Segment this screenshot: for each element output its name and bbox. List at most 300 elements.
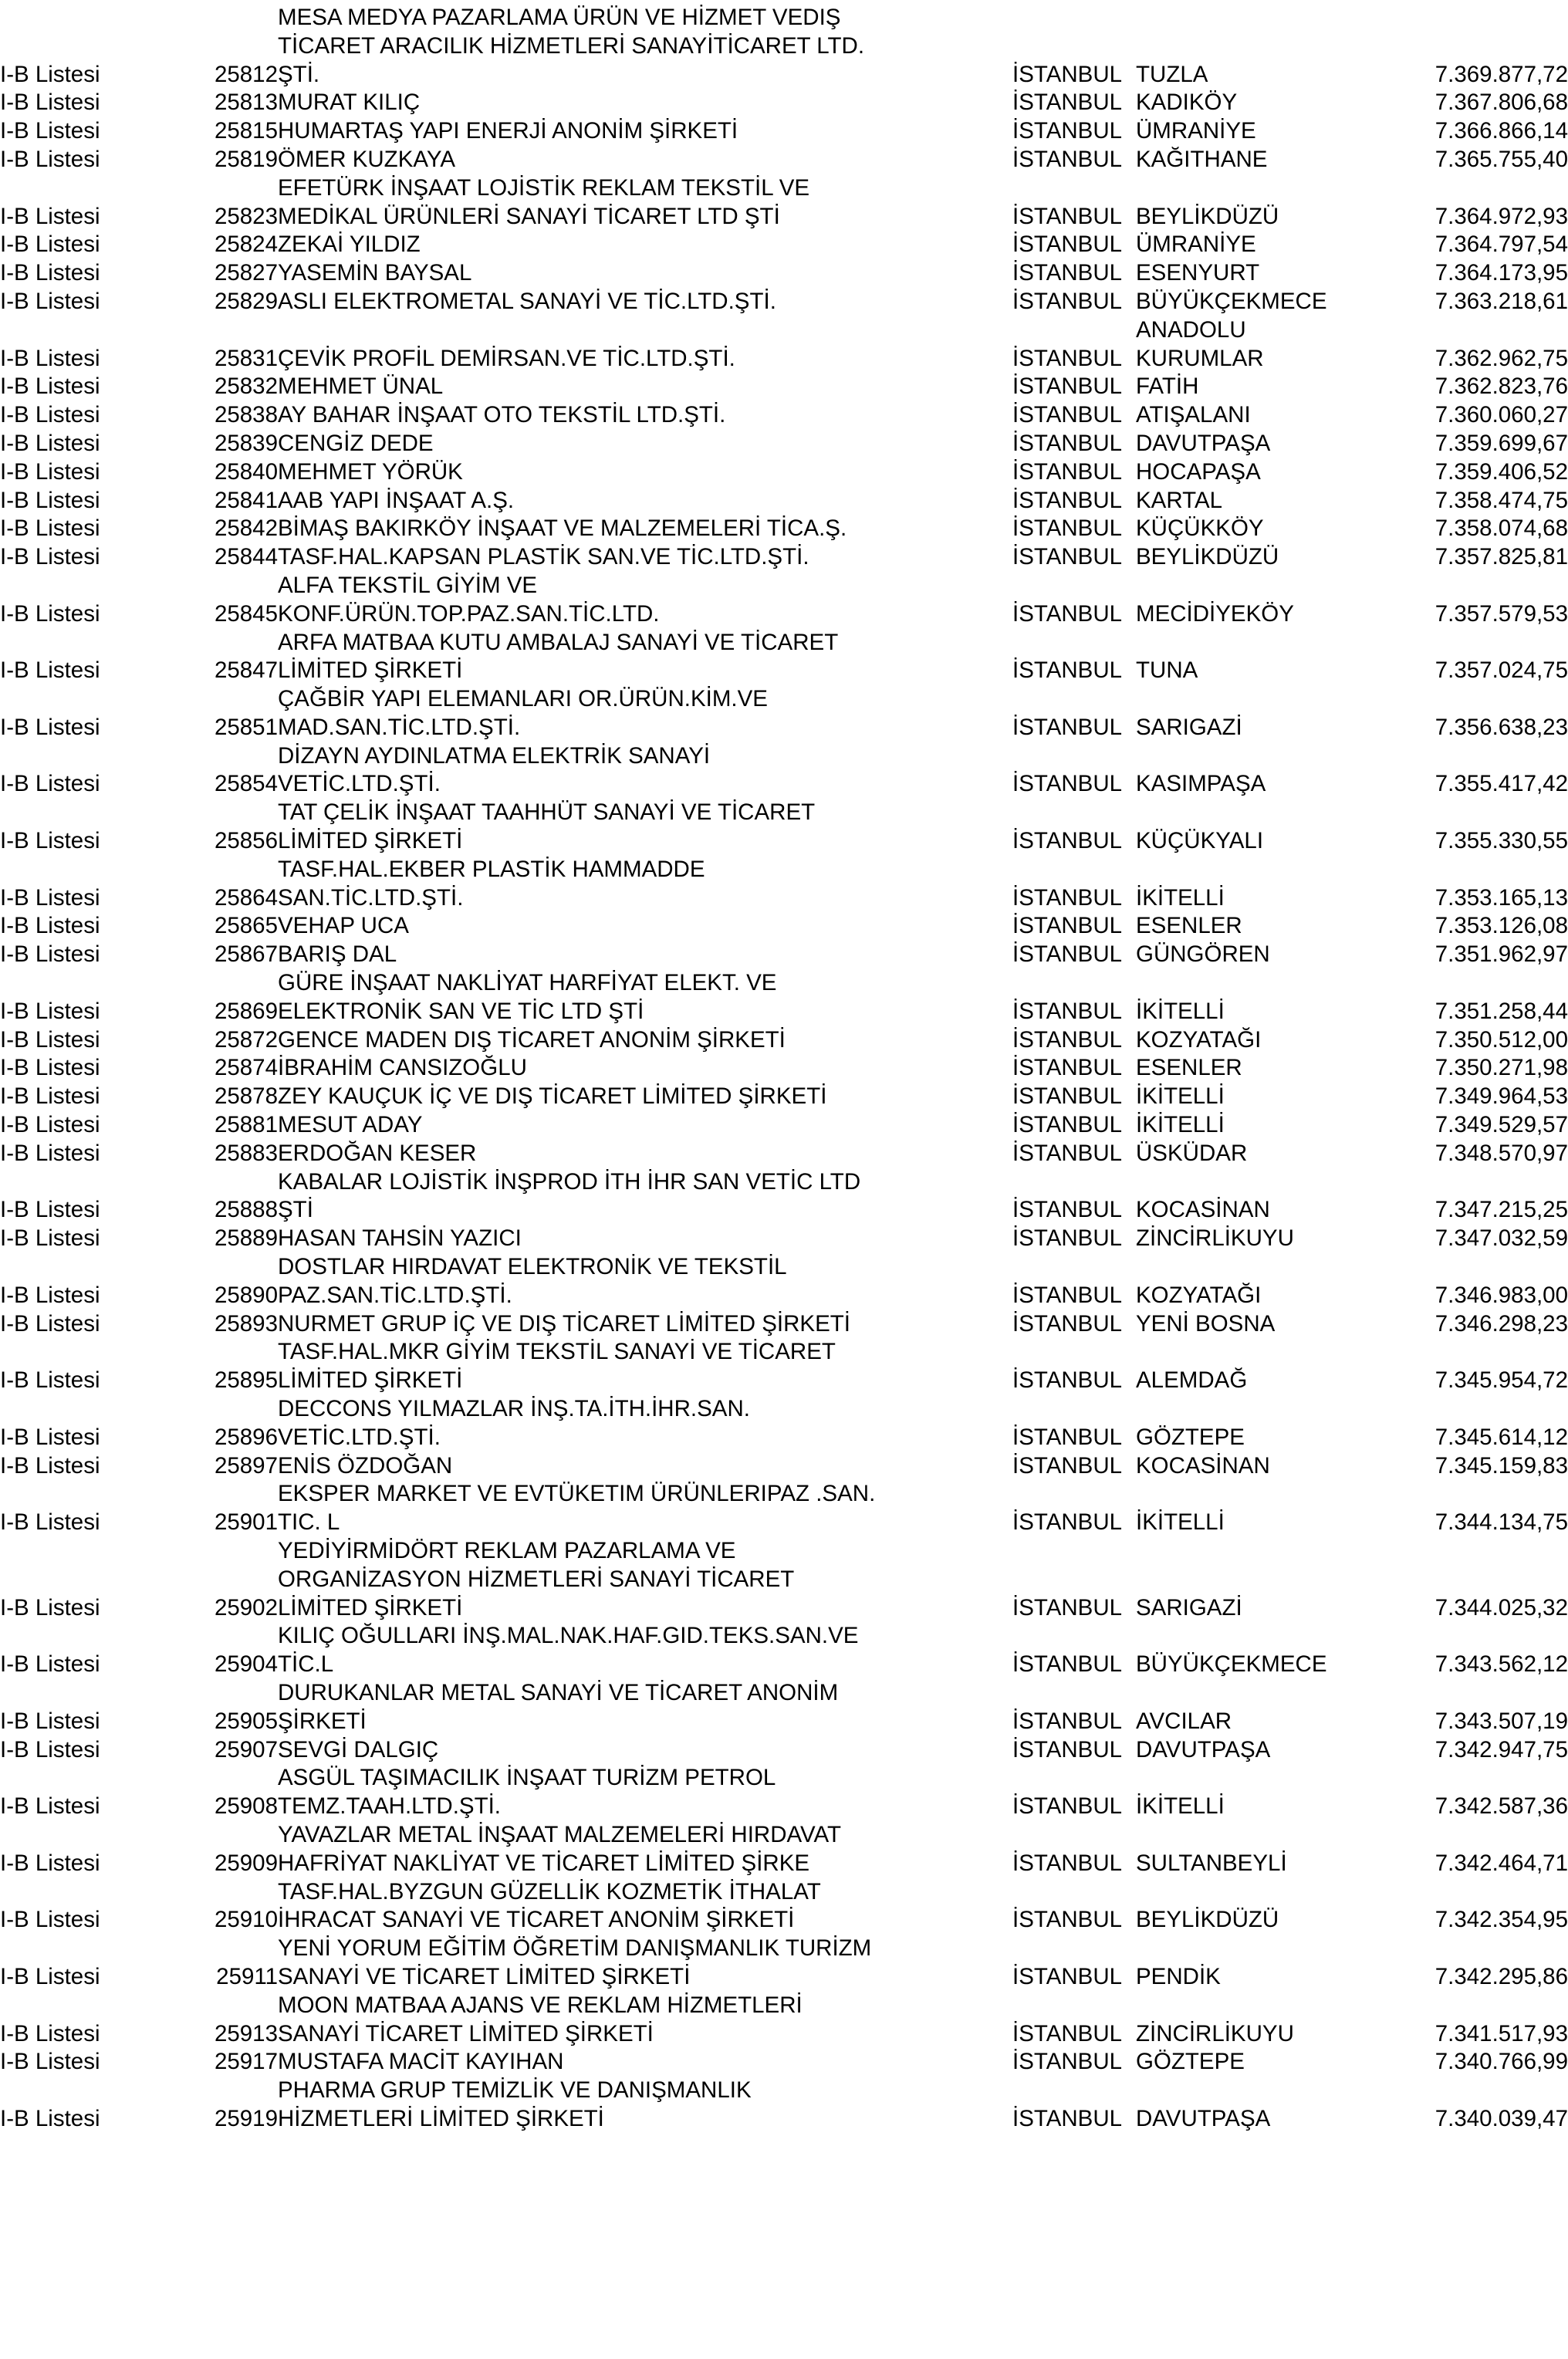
taxpayer-name-cell: AAB YAPI İNŞAAT A.Ş. bbox=[278, 487, 515, 513]
amount-cell bbox=[1391, 1991, 1568, 2019]
district-cell bbox=[1136, 1621, 1391, 1650]
amount-cell: 7.350.512,00 bbox=[1435, 1026, 1568, 1053]
city-cell: İSTANBUL bbox=[1012, 402, 1123, 428]
taxpayer-name-cell: SEVGİ DALGIÇ bbox=[278, 1736, 439, 1762]
list-label-cell: I-B Listesi bbox=[0, 1225, 100, 1252]
district-cell: DAVUTPAŞA bbox=[1136, 1736, 1271, 1762]
taxpayer-name-cell: ERDOĞAN KESER bbox=[278, 1140, 477, 1166]
city-cell: İSTANBUL bbox=[1012, 657, 1123, 684]
list-label-cell: I-B Listesi bbox=[0, 1907, 100, 1933]
district-cell bbox=[1136, 174, 1391, 202]
taxpayer-name-cell: KILIÇ OĞULLARI İNŞ.MAL.NAK.HAF.GID.TEKS.SAN.VE bbox=[278, 1623, 859, 1649]
amount-cell bbox=[1391, 968, 1568, 997]
sequence-cell: 25913 bbox=[214, 2020, 278, 2046]
amount-cell: 7.363.218,61 bbox=[1435, 288, 1568, 314]
city-cell: İSTANBUL bbox=[1012, 2020, 1123, 2046]
list-label-cell bbox=[0, 855, 176, 884]
district-cell: İKİTELLİ bbox=[1136, 1793, 1225, 1820]
city-cell: İSTANBUL bbox=[1012, 1651, 1123, 1678]
sequence-cell bbox=[176, 1394, 278, 1423]
list-label-cell: I-B Listesi bbox=[0, 1310, 100, 1337]
district-cell: SARIGAZİ bbox=[1136, 714, 1242, 740]
table-row-continuation bbox=[0, 1394, 1568, 1423]
taxpayer-name-cell: ORGANİZASYON HİZMETLERİ SANAYİ TİCARET bbox=[278, 1566, 795, 1592]
list-label-cell bbox=[0, 1763, 176, 1792]
amount-cell: 7.362.823,76 bbox=[1435, 373, 1568, 400]
city-cell bbox=[1012, 684, 1136, 713]
city-cell: İSTANBUL bbox=[1012, 1736, 1123, 1762]
taxpayer-name-cell: HASAN TAHSİN YAZICI bbox=[278, 1225, 522, 1252]
sequence-cell: 25901 bbox=[214, 1509, 278, 1536]
district-cell bbox=[1136, 1479, 1391, 1508]
sequence-cell bbox=[176, 2076, 278, 2104]
tax-debtors-table bbox=[0, 3, 1568, 2133]
list-label-cell bbox=[0, 1621, 176, 1650]
city-cell: İSTANBUL bbox=[1012, 1140, 1123, 1166]
taxpayer-name-cell: YENİ YORUM EĞİTİM ÖĞRETİM DANIŞMANLIK TURİZM bbox=[278, 1935, 872, 1962]
taxpayer-name-cell: ÖMER KUZKAYA bbox=[278, 146, 456, 172]
list-label-cell bbox=[0, 1934, 176, 1962]
district-cell: ANADOLU bbox=[1136, 316, 1246, 343]
district-cell: İKİTELLİ bbox=[1136, 884, 1225, 911]
taxpayer-name-cell: LİMİTED ŞİRKETİ bbox=[278, 1367, 463, 1394]
list-label-cell bbox=[0, 1394, 176, 1423]
sequence-cell bbox=[176, 1877, 278, 1906]
table-row bbox=[0, 458, 1568, 486]
amount-cell: 7.356.638,23 bbox=[1435, 714, 1568, 740]
table-row bbox=[0, 1707, 1568, 1735]
amount-cell: 7.353.126,08 bbox=[1435, 913, 1568, 939]
amount-cell: 7.366.866,14 bbox=[1435, 118, 1568, 144]
list-label-cell bbox=[0, 1991, 176, 2019]
list-label-cell: I-B Listesi bbox=[0, 828, 100, 854]
city-cell: İSTANBUL bbox=[1012, 1793, 1123, 1820]
city-cell: İSTANBUL bbox=[1012, 1310, 1123, 1337]
district-cell: KADIKÖY bbox=[1136, 90, 1238, 116]
city-cell bbox=[1012, 1621, 1136, 1650]
amount-cell bbox=[1391, 1252, 1568, 1281]
district-cell: İKİTELLİ bbox=[1136, 1083, 1225, 1110]
table-row-continuation bbox=[0, 855, 1568, 884]
table-row-continuation bbox=[0, 1820, 1568, 1849]
taxpayer-name-cell: ÇEVİK PROFİL DEMİRSAN.VE TİC.LTD.ŞTİ. bbox=[278, 345, 735, 371]
city-cell: İSTANBUL bbox=[1012, 1424, 1123, 1450]
city-cell bbox=[1012, 1536, 1136, 1565]
table-row-continuation bbox=[0, 1168, 1568, 1196]
taxpayer-name-cell: TİC.L bbox=[278, 1651, 334, 1678]
taxpayer-name-cell: ŞİRKETİ bbox=[278, 1708, 367, 1734]
sequence-cell: 25812 bbox=[214, 61, 278, 87]
taxpayer-name-cell: DOSTLAR HIRDAVAT ELEKTRONİK VE TEKSTİL bbox=[278, 1254, 787, 1280]
list-label-cell bbox=[0, 571, 176, 600]
amount-cell: 7.345.954,72 bbox=[1435, 1367, 1568, 1394]
list-label-cell bbox=[0, 1877, 176, 1906]
amount-cell: 7.362.962,75 bbox=[1435, 345, 1568, 371]
list-label-cell: I-B Listesi bbox=[0, 1424, 100, 1450]
city-cell: İSTANBUL bbox=[1012, 203, 1123, 229]
sequence-cell bbox=[176, 684, 278, 713]
district-cell: KASIMPAŞA bbox=[1136, 771, 1266, 797]
district-cell bbox=[1136, 1877, 1391, 1906]
sequence-cell: 25813 bbox=[214, 90, 278, 116]
taxpayer-name-cell: ZEY KAUÇUK İÇ VE DIŞ TİCARET LİMİTED ŞİRKETİ bbox=[278, 1083, 827, 1110]
city-cell bbox=[1012, 1168, 1136, 1196]
city-cell: İSTANBUL bbox=[1012, 771, 1123, 797]
sequence-cell: 25829 bbox=[214, 288, 278, 314]
table-row bbox=[0, 1110, 1568, 1139]
amount-cell: 7.348.570,97 bbox=[1435, 1140, 1568, 1166]
list-label-cell bbox=[0, 968, 176, 997]
sequence-cell: 25854 bbox=[214, 771, 278, 797]
table-row bbox=[0, 1139, 1568, 1168]
district-cell: DAVUTPAŞA bbox=[1136, 430, 1271, 456]
amount-cell: 7.357.024,75 bbox=[1435, 657, 1568, 684]
taxpayer-name-cell: LİMİTED ŞİRKETİ bbox=[278, 657, 463, 684]
table-row bbox=[0, 1053, 1568, 1082]
district-cell: MECİDİYEKÖY bbox=[1136, 600, 1294, 627]
list-label-cell: I-B Listesi bbox=[0, 941, 100, 968]
taxpayer-name-cell: VETİC.LTD.ŞTİ. bbox=[278, 1424, 441, 1450]
district-cell bbox=[1136, 1991, 1391, 2019]
taxpayer-name-cell: ASLI ELEKTROMETAL SANAYİ VE TİC.LTD.ŞTİ. bbox=[278, 288, 776, 314]
list-label-cell bbox=[0, 1479, 176, 1508]
district-cell bbox=[1136, 968, 1391, 997]
city-cell: İSTANBUL bbox=[1012, 1963, 1123, 1989]
amount-cell bbox=[1391, 1479, 1568, 1508]
district-cell: KÜÇÜKKÖY bbox=[1136, 515, 1264, 542]
district-cell: ALEMDAĞ bbox=[1136, 1367, 1248, 1394]
amount-cell bbox=[1391, 1337, 1568, 1366]
sequence-cell bbox=[176, 855, 278, 884]
table-row bbox=[0, 1849, 1568, 1877]
amount-cell: 7.369.877,72 bbox=[1435, 61, 1568, 87]
list-label-cell bbox=[0, 798, 176, 826]
amount-cell: 7.343.562,12 bbox=[1435, 1651, 1568, 1678]
city-cell bbox=[1012, 855, 1136, 884]
list-label-cell: I-B Listesi bbox=[0, 345, 100, 371]
sequence-cell: 25842 bbox=[214, 515, 278, 542]
taxpayer-name-cell: BARIŞ DAL bbox=[278, 941, 397, 968]
sequence-cell: 25908 bbox=[214, 1793, 278, 1820]
sequence-cell: 25824 bbox=[214, 232, 278, 258]
amount-cell: 7.341.517,93 bbox=[1435, 2020, 1568, 2046]
district-cell: SULTANBEYLİ bbox=[1136, 1850, 1287, 1876]
city-cell: İSTANBUL bbox=[1012, 1026, 1123, 1053]
list-label-cell: I-B Listesi bbox=[0, 288, 100, 314]
table-row-continuation bbox=[0, 1991, 1568, 2019]
sequence-cell bbox=[176, 1536, 278, 1565]
list-label-cell bbox=[0, 174, 176, 202]
taxpayer-name-cell: ALFA TEKSTİL GİYİM VE bbox=[278, 572, 538, 598]
sequence-cell: 25851 bbox=[214, 714, 278, 740]
district-cell: KARTAL bbox=[1136, 487, 1223, 513]
table-row bbox=[0, 542, 1568, 571]
sequence-cell: 25917 bbox=[214, 2049, 278, 2075]
taxpayer-name-cell: DECCONS YILMAZLAR İNŞ.TA.İTH.İHR.SAN. bbox=[278, 1396, 750, 1422]
district-cell: GÖZTEPE bbox=[1136, 1424, 1245, 1450]
city-cell bbox=[1012, 1991, 1136, 2019]
table-row bbox=[0, 1281, 1568, 1310]
district-cell bbox=[1136, 32, 1391, 60]
sequence-cell: 25864 bbox=[214, 884, 278, 911]
taxpayer-name-cell: ENİS ÖZDOĞAN bbox=[278, 1452, 453, 1479]
city-cell: İSTANBUL bbox=[1012, 1197, 1123, 1223]
sequence-cell: 25856 bbox=[214, 828, 278, 854]
list-label-cell: I-B Listesi bbox=[0, 1452, 100, 1479]
table-body bbox=[0, 3, 1568, 2133]
city-cell bbox=[1012, 3, 1136, 32]
amount-cell bbox=[1391, 1536, 1568, 1565]
table-row bbox=[0, 912, 1568, 941]
table-row bbox=[0, 88, 1568, 117]
city-cell: İSTANBUL bbox=[1012, 146, 1123, 172]
district-cell: ÜMRANİYE bbox=[1136, 232, 1256, 258]
city-cell bbox=[1012, 316, 1136, 344]
list-label-cell: I-B Listesi bbox=[0, 1367, 100, 1394]
city-cell bbox=[1012, 32, 1136, 60]
amount-cell: 7.344.025,32 bbox=[1435, 1594, 1568, 1621]
city-cell bbox=[1012, 1337, 1136, 1366]
taxpayer-name-cell: MEDİKAL ÜRÜNLERİ SANAYİ TİCARET LTD ŞTİ bbox=[278, 203, 780, 229]
table-row bbox=[0, 60, 1568, 89]
table-row bbox=[0, 826, 1568, 855]
taxpayer-name-cell: EFETÜRK İNŞAAT LOJİSTİK REKLAM TEKSTİL VE bbox=[278, 174, 810, 201]
city-cell: İSTANBUL bbox=[1012, 1509, 1123, 1536]
sequence-cell bbox=[176, 1252, 278, 1281]
city-cell: İSTANBUL bbox=[1012, 61, 1123, 87]
amount-cell: 7.351.258,44 bbox=[1435, 998, 1568, 1024]
list-label-cell: I-B Listesi bbox=[0, 1509, 100, 1536]
taxpayer-name-cell: BİMAŞ BAKIRKÖY İNŞAAT VE MALZEMELERİ TİCA.Ş. bbox=[278, 515, 847, 542]
list-label-cell: I-B Listesi bbox=[0, 1651, 100, 1678]
sequence-cell: 25893 bbox=[214, 1310, 278, 1337]
sequence-cell bbox=[176, 316, 278, 344]
taxpayer-name-cell: MESA MEDYA PAZARLAMA ÜRÜN VE HİZMET VEDIŞ bbox=[278, 4, 841, 30]
sequence-cell bbox=[176, 1479, 278, 1508]
table-row bbox=[0, 656, 1568, 684]
taxpayer-name-cell: SANAYİ VE TİCARET LİMİTED ŞİRKETİ bbox=[278, 1963, 691, 1989]
table-row-continuation bbox=[0, 1479, 1568, 1508]
amount-cell bbox=[1391, 2076, 1568, 2104]
list-label-cell: I-B Listesi bbox=[0, 1594, 100, 1621]
district-cell: KAĞITHANE bbox=[1136, 146, 1268, 172]
sequence-cell: 25832 bbox=[214, 373, 278, 400]
list-label-cell bbox=[0, 1168, 176, 1196]
sequence-cell: 25839 bbox=[214, 430, 278, 456]
taxpayer-name-cell: AY BAHAR İNŞAAT OTO TEKSTİL LTD.ŞTİ. bbox=[278, 402, 726, 428]
district-cell: GÖZTEPE bbox=[1136, 2049, 1245, 2075]
table-row bbox=[0, 2047, 1568, 2076]
taxpayer-name-cell: YEDİYİRMİDÖRT REKLAM PAZARLAMA VE bbox=[278, 1538, 736, 1563]
district-cell: BEYLİKDÜZÜ bbox=[1136, 203, 1279, 229]
table-row bbox=[0, 997, 1568, 1026]
sequence-cell bbox=[176, 1565, 278, 1594]
taxpayer-name-cell: ELEKTRONİK SAN VE TİC LTD ŞTİ bbox=[278, 998, 644, 1024]
table-row bbox=[0, 884, 1568, 912]
district-cell bbox=[1136, 1678, 1391, 1707]
sequence-cell bbox=[176, 1621, 278, 1650]
amount-cell: 7.349.964,53 bbox=[1435, 1083, 1568, 1110]
district-cell: DAVUTPAŞA bbox=[1136, 2105, 1271, 2131]
table-row bbox=[0, 1508, 1568, 1536]
amount-cell: 7.364.173,95 bbox=[1435, 260, 1568, 286]
city-cell: İSTANBUL bbox=[1012, 1225, 1123, 1252]
district-cell bbox=[1136, 855, 1391, 884]
sequence-cell: 25904 bbox=[214, 1651, 278, 1678]
city-cell: İSTANBUL bbox=[1012, 941, 1123, 968]
table-row bbox=[0, 117, 1568, 145]
taxpayer-name-cell bbox=[278, 316, 1012, 344]
sequence-cell: 25865 bbox=[214, 913, 278, 939]
table-row bbox=[0, 2104, 1568, 2133]
list-label-cell bbox=[0, 316, 176, 344]
taxpayer-name-cell: TASF.HAL.KAPSAN PLASTİK SAN.VE TİC.LTD.ŞTİ. bbox=[278, 544, 809, 570]
district-cell: BEYLİKDÜZÜ bbox=[1136, 544, 1279, 570]
sequence-cell: 25874 bbox=[214, 1055, 278, 1081]
sequence-cell bbox=[176, 1763, 278, 1792]
taxpayer-name-cell: HUMARTAŞ YAPI ENERJİ ANONİM ŞİRKETİ bbox=[278, 118, 738, 144]
table-row bbox=[0, 1224, 1568, 1252]
city-cell: İSTANBUL bbox=[1012, 1850, 1123, 1876]
taxpayer-name-cell: DİZAYN AYDINLATMA ELEKTRİK SANAYİ bbox=[278, 742, 711, 769]
list-label-cell: I-B Listesi bbox=[0, 373, 100, 400]
amount-cell: 7.340.039,47 bbox=[1435, 2105, 1568, 2131]
table-row bbox=[0, 202, 1568, 231]
table-row bbox=[0, 1366, 1568, 1394]
district-cell bbox=[1136, 2076, 1391, 2104]
city-cell: İSTANBUL bbox=[1012, 1282, 1123, 1308]
sequence-cell: 25872 bbox=[214, 1026, 278, 1053]
sequence-cell: 25889 bbox=[214, 1225, 278, 1252]
city-cell: İSTANBUL bbox=[1012, 2105, 1123, 2131]
list-label-cell: I-B Listesi bbox=[0, 1708, 100, 1734]
district-cell bbox=[1136, 798, 1391, 826]
taxpayer-name-cell: MURAT KILIÇ bbox=[278, 90, 421, 116]
district-cell: KURUMLAR bbox=[1136, 345, 1264, 371]
sequence-cell: 25883 bbox=[214, 1140, 278, 1166]
taxpayer-name-cell: VEHAP UCA bbox=[278, 913, 409, 939]
taxpayer-name-cell: TEMZ.TAAH.LTD.ŞTİ. bbox=[278, 1793, 501, 1820]
amount-cell: 7.358.474,75 bbox=[1435, 487, 1568, 513]
district-cell: KOZYATAĞI bbox=[1136, 1282, 1262, 1308]
amount-cell bbox=[1391, 684, 1568, 713]
sequence-cell: 25841 bbox=[214, 487, 278, 513]
district-cell bbox=[1136, 1934, 1391, 1962]
district-cell: HOCAPAŞA bbox=[1136, 458, 1261, 485]
city-cell: İSTANBUL bbox=[1012, 544, 1123, 570]
amount-cell bbox=[1391, 798, 1568, 826]
list-label-cell bbox=[0, 628, 176, 657]
list-label-cell bbox=[0, 1536, 176, 1565]
table-row bbox=[0, 1905, 1568, 1934]
taxpayer-name-cell: İHRACAT SANAYİ VE TİCARET ANONİM ŞİRKETİ bbox=[278, 1907, 795, 1933]
district-cell bbox=[1136, 1565, 1391, 1594]
sequence-cell bbox=[176, 798, 278, 826]
amount-cell bbox=[1391, 32, 1568, 60]
taxpayer-name-cell: KABALAR LOJİSTİK İNŞPROD İTH İHR SAN VETİC LTD bbox=[278, 1168, 861, 1195]
amount-cell: 7.346.298,23 bbox=[1435, 1310, 1568, 1337]
list-label-cell: I-B Listesi bbox=[0, 402, 100, 428]
amount-cell: 7.357.825,81 bbox=[1435, 544, 1568, 570]
sequence-cell: 25831 bbox=[214, 345, 278, 371]
city-cell bbox=[1012, 1479, 1136, 1508]
list-label-cell: I-B Listesi bbox=[0, 487, 100, 513]
amount-cell: 7.345.159,83 bbox=[1435, 1452, 1568, 1479]
table-row-continuation bbox=[0, 968, 1568, 997]
table-row-continuation bbox=[0, 798, 1568, 826]
list-label-cell: I-B Listesi bbox=[0, 657, 100, 684]
city-cell: İSTANBUL bbox=[1012, 913, 1123, 939]
city-cell: İSTANBUL bbox=[1012, 2049, 1123, 2075]
district-cell: KÜÇÜKYALI bbox=[1136, 828, 1264, 854]
table-row-continuation bbox=[0, 628, 1568, 657]
district-cell bbox=[1136, 1394, 1391, 1423]
sequence-cell: 25911 bbox=[216, 1963, 278, 1989]
city-cell: İSTANBUL bbox=[1012, 1708, 1123, 1734]
amount-cell: 7.342.354,95 bbox=[1435, 1907, 1568, 1933]
taxpayer-name-cell: MESUT ADAY bbox=[278, 1112, 423, 1138]
table-row-continuation bbox=[0, 2076, 1568, 2104]
table-row bbox=[0, 1026, 1568, 1054]
table-row bbox=[0, 2019, 1568, 2048]
table-row bbox=[0, 1792, 1568, 1820]
city-cell: İSTANBUL bbox=[1012, 600, 1123, 627]
amount-cell: 7.351.962,97 bbox=[1435, 941, 1568, 968]
amount-cell: 7.358.074,68 bbox=[1435, 515, 1568, 542]
table-row-continuation bbox=[0, 571, 1568, 600]
sequence-cell: 25895 bbox=[214, 1367, 278, 1394]
list-label-cell: I-B Listesi bbox=[0, 430, 100, 456]
sequence-cell bbox=[176, 968, 278, 997]
district-cell bbox=[1136, 684, 1391, 713]
list-label-cell: I-B Listesi bbox=[0, 2049, 100, 2075]
amount-cell: 7.355.417,42 bbox=[1435, 771, 1568, 797]
list-label-cell: I-B Listesi bbox=[0, 1055, 100, 1081]
taxpayer-name-cell: SAN.TİC.LTD.ŞTİ. bbox=[278, 884, 464, 911]
table-row bbox=[0, 940, 1568, 968]
table-row bbox=[0, 400, 1568, 429]
amount-cell bbox=[1391, 3, 1568, 32]
list-label-cell: I-B Listesi bbox=[0, 1140, 100, 1166]
amount-cell: 7.360.060,27 bbox=[1435, 402, 1568, 428]
list-label-cell: I-B Listesi bbox=[0, 1197, 100, 1223]
district-cell: GÜNGÖREN bbox=[1136, 941, 1270, 968]
sequence-cell: 25847 bbox=[214, 657, 278, 684]
amount-cell: 7.367.806,68 bbox=[1435, 90, 1568, 116]
taxpayer-name-cell: YASEMİN BAYSAL bbox=[278, 260, 472, 286]
list-label-cell: I-B Listesi bbox=[0, 998, 100, 1024]
amount-cell: 7.364.797,54 bbox=[1435, 232, 1568, 258]
sequence-cell: 25890 bbox=[214, 1282, 278, 1308]
table-row bbox=[0, 429, 1568, 458]
city-cell bbox=[1012, 1820, 1136, 1849]
sequence-cell: 25819 bbox=[214, 146, 278, 172]
list-label-cell: I-B Listesi bbox=[0, 515, 100, 542]
table-row-continuation bbox=[0, 1252, 1568, 1281]
amount-cell: 7.365.755,40 bbox=[1435, 146, 1568, 172]
district-cell: ÜMRANİYE bbox=[1136, 118, 1256, 144]
sequence-cell bbox=[176, 1168, 278, 1196]
taxpayer-name-cell: MEHMET YÖRÜK bbox=[278, 458, 463, 485]
taxpayer-name-cell: TASF.HAL.EKBER PLASTİK HAMMADDE bbox=[278, 856, 705, 882]
sequence-cell: 25897 bbox=[214, 1452, 278, 1479]
table-row-continuation bbox=[0, 1565, 1568, 1594]
taxpayer-name-cell: TİCARET ARACILIK HİZMETLERİ SANAYİTİCARET LTD. bbox=[278, 32, 865, 59]
city-cell: İSTANBUL bbox=[1012, 430, 1123, 456]
sequence-cell bbox=[176, 1678, 278, 1707]
table-row-continuation bbox=[0, 1337, 1568, 1366]
city-cell bbox=[1012, 1877, 1136, 1906]
